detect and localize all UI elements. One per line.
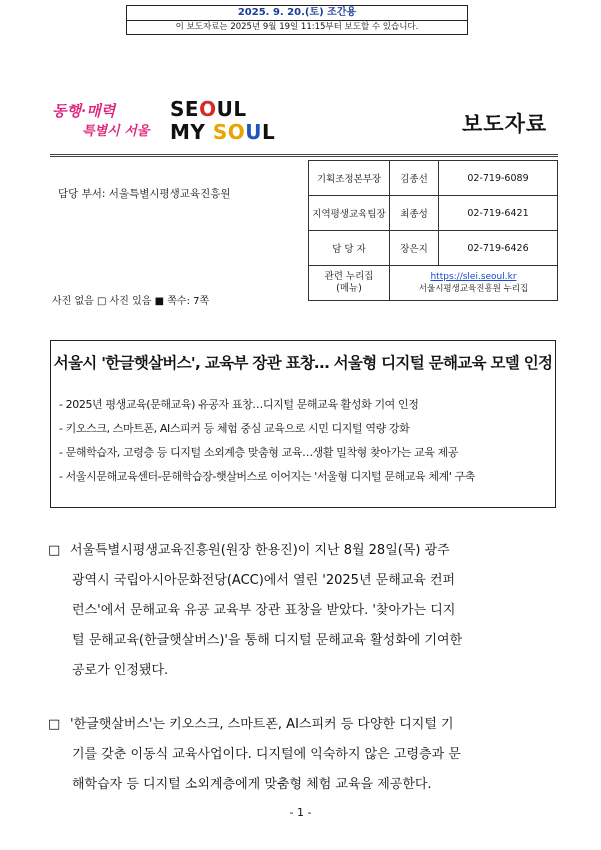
headline-box — [50, 340, 556, 508]
logo-seoul-o: O — [199, 97, 217, 121]
logo-seoul-se: SE — [170, 97, 200, 121]
slogan-line-2: 특별시 서울 — [82, 124, 150, 139]
page-number: - 1 - — [289, 806, 312, 819]
contact-phone: 02-719-6426 — [439, 231, 558, 266]
body-paragraph — [48, 536, 558, 686]
logo-l: L — [262, 120, 276, 144]
paragraph-line: 런스'에서 문해교육 유공 교육부 장관 표창을 받았다. '찾아가는 디지 — [72, 603, 456, 618]
related-site-label — [309, 266, 390, 301]
contact-name: 장은지 — [390, 231, 439, 266]
embargo-box — [126, 5, 468, 35]
seoul-my-soul-logo — [170, 97, 276, 148]
paragraph-bullet: □ — [48, 717, 61, 732]
contact-name: 최종성 — [390, 196, 439, 231]
embargo-note: 이 보도자료는 2025년 9월 19일 11:15부터 보도할 수 있습니다. — [175, 22, 419, 32]
department-label: 담당 부서: 서울특별시평생교육진흥원 — [58, 188, 231, 200]
paragraph-line: 공로가 인정됐다. — [72, 663, 169, 678]
contact-row — [309, 161, 558, 196]
headline: 서울시 '한글햇살버스', 교육부 장관 표창… 서울형 디지털 문해교육 모델 인정 — [53, 354, 553, 372]
paragraph-line: 털 문해교육(한글햇살버스)'을 통해 디지털 문해교육 활성화에 기여한 — [72, 633, 463, 648]
subheadline: - 서울시문해교육센터-문해학습장-햇살버스로 이어지는 '서울형 디지털 문해교육 체계' 구축 — [59, 470, 475, 483]
subheadline: - 2025년 평생교육(문해교육) 유공자 표창…디지털 문해교육 활성화 기여 인정 — [59, 398, 419, 411]
contact-role: 담 당 자 — [309, 231, 390, 266]
paragraph-line: 기를 갖춘 이동식 교육사업이다. 디지털에 익숙하지 않은 고령층과 문 — [72, 747, 461, 762]
paragraph-line: 해학습자 등 디지털 소외계층에게 맞춤형 체험 교육을 제공한다. — [72, 777, 432, 792]
paragraph-line: 광역시 국립아시아문화전당(ACC)에서 열린 '2025년 문해교육 컨퍼 — [72, 573, 456, 588]
subheadline: - 키오스크, 스마트폰, AI스피커 등 체험 중심 교육으로 시민 디지털 역량 강화 — [59, 422, 410, 435]
logo-u: U — [245, 120, 263, 144]
logo-my: MY — [170, 120, 206, 144]
related-label-line-1: 관련 누리집 — [324, 271, 374, 282]
contact-role: 기획조정본부장 — [309, 161, 390, 196]
document-type-title: 보도자료 — [462, 112, 548, 136]
contact-row — [309, 231, 558, 266]
subheadline: - 문해학습자, 고령층 등 디지털 소외계층 맞춤형 교육…생활 밀착형 찾아가는 교육 제공 — [59, 446, 459, 459]
paragraph-line: '한글햇살버스'는 키오스크, 스마트폰, AI스피커 등 다양한 디지털 기 — [70, 717, 454, 732]
logo-so: SO — [205, 120, 246, 144]
logo-seoul-ul: UL — [216, 97, 247, 121]
body-paragraph — [48, 710, 558, 800]
slogan-line-1: 동행·매력 — [52, 102, 116, 120]
contact-phone: 02-719-6421 — [439, 196, 558, 231]
contact-table — [308, 160, 558, 301]
related-label-line-2: (메뉴) — [336, 283, 362, 294]
paragraph-bullet: □ — [48, 543, 61, 558]
related-site-name: 서울시평생교육진흥원 누리집 — [418, 284, 529, 294]
contact-name: 김종선 — [390, 161, 439, 196]
subheadline-list — [59, 393, 475, 489]
seoul-slogan-logo — [52, 100, 150, 145]
contact-phone: 02-719-6089 — [439, 161, 558, 196]
paragraph-line: 서울특별시평생교육진흥원(원장 한용진)이 지난 8월 28일(목) 광주 — [70, 543, 450, 558]
photo-page-info: 사진 없음 □ 사진 있음 ■ 쪽수: 7쪽 — [52, 296, 210, 307]
related-site-cell — [390, 266, 558, 301]
contact-row — [309, 196, 558, 231]
embargo-date: 2025. 9. 20.(토) 조간용 — [127, 6, 467, 21]
header-divider — [50, 154, 558, 157]
related-site-link[interactable]: https://slei.seoul.kr — [430, 272, 517, 282]
related-site-row — [309, 266, 558, 301]
contact-role: 지역평생교육팀장 — [309, 196, 390, 231]
